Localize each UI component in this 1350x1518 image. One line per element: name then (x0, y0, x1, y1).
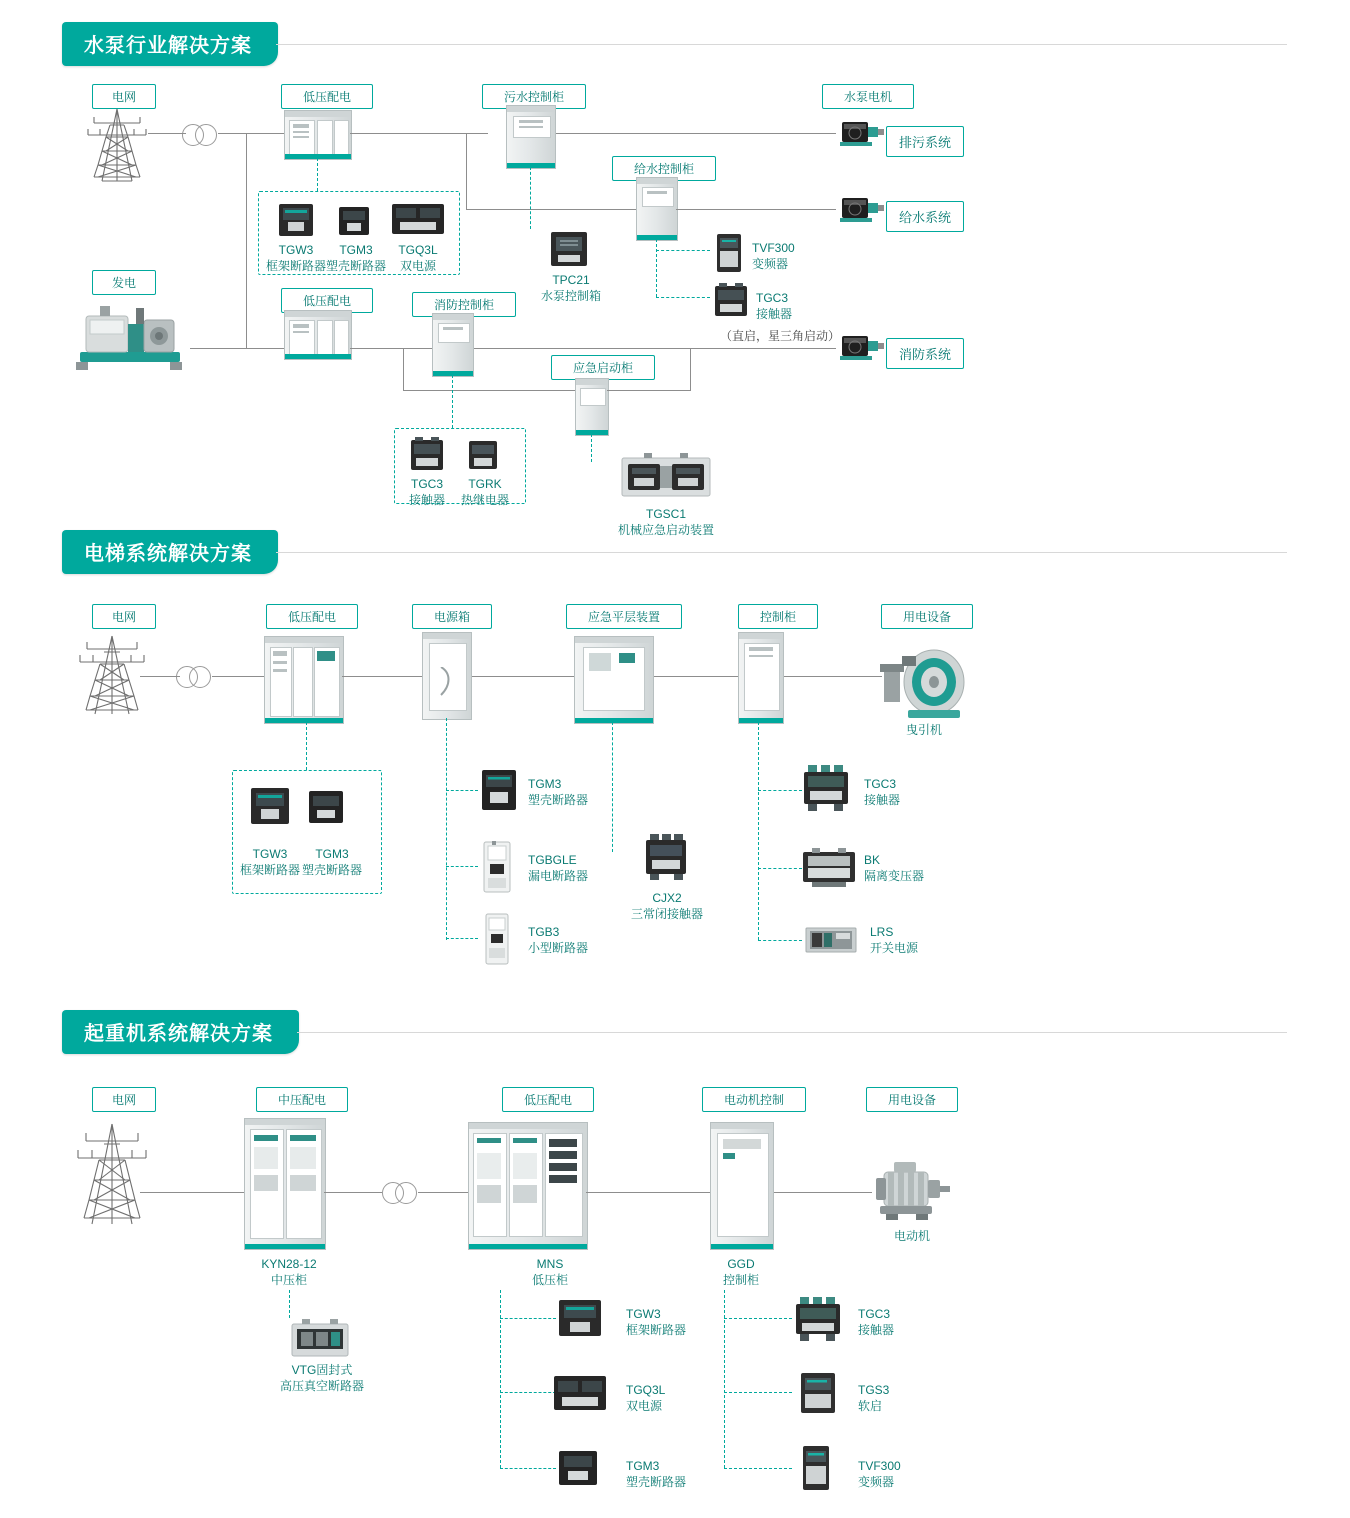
caption-desc: 双电源 (399, 259, 436, 274)
caption-desc: 框架断路器 (626, 1323, 687, 1338)
device-icon-tgbgle (480, 840, 514, 894)
caption-bk (864, 852, 924, 884)
dash-line-lv-to-group-elevator (306, 722, 307, 770)
line-grid-to-lv2-vertical (246, 133, 247, 348)
dash-line-to-tgc3-elevator (758, 790, 802, 791)
dash-line-to-tgb3 (446, 938, 478, 939)
label-mv-dist: 中压配电 (256, 1087, 348, 1112)
device-icon-tgb3 (482, 912, 512, 966)
dash-line-to-tvf300-crane (724, 1468, 792, 1469)
caption-desc: 塑壳断路器 (626, 1475, 687, 1490)
caption-desc: 接触器 (858, 1323, 895, 1338)
device-icon-tvf300 (714, 232, 744, 274)
caption-model: TGRK (468, 477, 502, 491)
caption-tgc3-elevator (864, 776, 900, 808)
device-icon-tgm3-crane (556, 1448, 600, 1490)
label-lv-dist-elevator: 低压配电 (266, 604, 358, 629)
caption-model: TGM3 (339, 243, 373, 257)
label-lv-dist-crane: 低压配电 (502, 1087, 594, 1112)
traction-machine-icon (878, 640, 970, 722)
power-pylon-icon (72, 105, 162, 185)
caption-model: TVF300 (858, 1459, 901, 1473)
transformer-icon (182, 124, 224, 144)
caption-crane-motor: 电动机 (893, 1229, 930, 1243)
caption-desc: 低压柜 (531, 1273, 568, 1288)
caption-model: TVF300 (752, 241, 795, 255)
caption-model: TGM3 (626, 1459, 660, 1473)
label-grid: 电网 (92, 84, 156, 109)
line-branch-down-emergency (403, 348, 404, 390)
caption-tgq3l-crane (626, 1382, 665, 1414)
line-mv-to-transformer (324, 1192, 382, 1193)
caption-tgbgle (528, 852, 588, 884)
caption-model: TGC3 (864, 777, 897, 791)
dash-line-ggd-branch (724, 1290, 725, 1468)
caption-desc: 变频器 (752, 257, 789, 272)
caption-model: VTG固封式 (291, 1363, 353, 1377)
label-grid-crane: 电网 (92, 1087, 156, 1112)
caption-desc: 中压柜 (270, 1273, 307, 1288)
caption-model: KYN28-12 (261, 1257, 317, 1271)
caption-desc: 高压真空断路器 (279, 1379, 364, 1394)
caption-model: TGSC1 (645, 507, 686, 521)
caption-desc: 框架断路器 (239, 863, 300, 878)
caption-desc: 机械应急启动装置 (617, 523, 714, 538)
system-label-fire: 消防系统 (886, 338, 964, 369)
label-equipment-elevator: 用电设备 (881, 604, 973, 629)
dash-line-to-tvf300 (656, 250, 710, 251)
caption-model: TPC21 (552, 273, 590, 287)
caption-model: TGQ3L (398, 243, 438, 257)
caption-model: TGS3 (858, 1383, 890, 1397)
caption-model: TGC3 (858, 1307, 891, 1321)
lv-distribution-cabinet-2 (284, 310, 352, 360)
device-icon-tgm3-elevator (306, 788, 346, 826)
caption-model: TGM3 (528, 777, 562, 791)
label-pump-motor: 水泵电机 (822, 84, 914, 109)
label-generator: 发电 (92, 270, 156, 295)
line-to-water-cabinet (466, 209, 636, 210)
device-icon-tgc3-fire (408, 436, 446, 474)
caption-model: BK (864, 853, 881, 867)
device-icon-tgw3-crane (556, 1296, 604, 1340)
label-emergency-start-cabinet: 应急启动柜 (551, 355, 655, 380)
label-sewage-cabinet: 污水控制柜 (482, 84, 586, 109)
caption-desc: 三常闭接触器 (630, 907, 703, 922)
device-icon-tgrk (466, 438, 500, 474)
caption-desc: 变频器 (858, 1475, 895, 1490)
line-to-emergency-cabinet (403, 390, 575, 391)
pump-motor-icon-sewage (836, 116, 888, 152)
dash-line-mns-branch (500, 1290, 501, 1468)
label-equipment-crane: 用电设备 (866, 1087, 958, 1112)
caption-desc: 接触器 (864, 793, 901, 808)
section-divider (297, 1032, 1287, 1033)
caption-desc: 水泵控制箱 (540, 289, 601, 304)
caption-desc: 漏电断路器 (528, 869, 589, 884)
caption-lrs (870, 924, 918, 956)
line-generator-to-lv2 (190, 348, 284, 349)
dash-line-leveling-to-cjx2 (612, 722, 613, 852)
caption-tgq3l-1 (378, 242, 458, 274)
section-divider (276, 44, 1287, 45)
section-title-pump: 水泵行业解决方案 (62, 22, 278, 66)
elevator-control-cabinet (738, 632, 784, 724)
caption-model: TGQ3L (626, 1383, 666, 1397)
caption-desc: 开关电源 (870, 941, 919, 956)
caption-tgrk (450, 476, 520, 508)
caption-desc: 软启 (858, 1399, 883, 1414)
line-grid-to-mv (140, 1192, 246, 1193)
caption-model: GGD (727, 1257, 755, 1271)
label-fire-cabinet: 消防控制柜 (412, 292, 516, 317)
device-icon-tgs3-softstarter (798, 1370, 838, 1416)
ggd-control-cabinet (710, 1122, 774, 1250)
device-icon-tgc3-crane (792, 1294, 844, 1344)
device-icon-tgw3-elevator (248, 784, 292, 828)
caption-model: TGBGLE (528, 853, 577, 867)
device-icon-tgm3-powerbox (478, 766, 520, 814)
line-grid-to-transformer-elevator (140, 676, 180, 677)
caption-traction-machine: 曳引机 (905, 723, 942, 737)
fire-control-cabinet (432, 313, 474, 377)
caption-desc: 塑壳断路器 (301, 863, 362, 878)
line-fire-to-motor (472, 348, 836, 349)
device-icon-tgq3l-1 (390, 200, 446, 238)
device-icon-tgm3-1 (336, 204, 372, 238)
caption-mns (518, 1256, 582, 1288)
lv-distribution-cabinet-elevator (264, 636, 344, 724)
lv-switchgear-cabinets-crane (468, 1122, 588, 1250)
caption-tvf300 (752, 240, 795, 272)
dash-line-lv1-to-group (317, 158, 318, 191)
line-lv1-to-sewage (350, 133, 488, 134)
system-label-sewage: 排污系统 (886, 126, 964, 157)
caption-vtg (270, 1362, 374, 1394)
dash-line-to-tgc3-crane (724, 1318, 792, 1319)
dash-line-to-tgm3-crane (500, 1468, 556, 1469)
caption-desc: 框架断路器 (265, 259, 326, 274)
water-supply-control-cabinet (636, 177, 678, 241)
caption-model: LRS (870, 925, 894, 939)
caption-cjx2 (612, 890, 722, 922)
caption-desc: 热继电器 (460, 493, 509, 508)
line-transformer-to-lv-crane (418, 1192, 470, 1193)
label-water-supply-cabinet: 给水控制柜 (612, 156, 716, 181)
caption-tpc21 (528, 272, 614, 304)
caption-tvf300-crane (858, 1458, 901, 1490)
caption-model: TGB3 (528, 925, 560, 939)
pump-motor-icon-fire (836, 330, 888, 366)
caption-desc: 隔离变压器 (864, 869, 925, 884)
caption-desc: 塑壳断路器 (325, 259, 386, 274)
power-box (422, 632, 472, 720)
device-icon-bk-transformer (800, 846, 858, 890)
line-branch-down-water (466, 133, 467, 209)
emergency-start-cabinet (575, 378, 609, 436)
dash-line-power-box-branch (446, 718, 447, 940)
crane-motor-icon (872, 1158, 954, 1226)
section-header-elevator (62, 530, 1287, 574)
dash-line-to-tgw3-crane (500, 1318, 556, 1319)
dash-line-to-tgq3l-crane (500, 1392, 556, 1393)
caption-model: MNS (536, 1257, 564, 1271)
line-transformer-to-lv-elevator (212, 676, 264, 677)
caption-tgm3-elevator (292, 846, 372, 878)
caption-model: TGW3 (252, 847, 288, 861)
dash-line-mv-to-vtg (289, 1290, 290, 1318)
device-icon-tgq3l-crane (552, 1372, 608, 1414)
caption-desc: 控制柜 (722, 1273, 759, 1288)
device-icon-lrs-power-supply (802, 918, 860, 960)
label-power-box: 电源箱 (412, 604, 492, 629)
caption-tgw3-crane (626, 1306, 686, 1338)
caption-tgc3-crane (858, 1306, 894, 1338)
dash-line-control-branch (758, 722, 759, 940)
device-icon-cjx2 (642, 832, 690, 882)
device-icon-tvf300-crane (800, 1444, 832, 1492)
lv-distribution-cabinet-1 (284, 110, 352, 160)
mv-switchgear-cabinet (244, 1118, 326, 1250)
caption-model: TGM3 (315, 847, 349, 861)
label-emergency-leveling: 应急平层装置 (566, 604, 682, 629)
device-icon-tpc21 (548, 229, 590, 269)
line-transformer-to-lv1 (218, 133, 284, 134)
label-grid-elevator: 电网 (92, 604, 156, 629)
caption-desc: 小型断路器 (528, 941, 589, 956)
dash-line-to-bk (758, 868, 802, 869)
caption-desc: 接触器 (756, 307, 793, 322)
dash-line-sewage-to-tpc21 (530, 167, 531, 229)
caption-tgm3-crane (626, 1458, 686, 1490)
pump-motor-icon-water (836, 192, 888, 228)
system-label-water-supply: 给水系统 (886, 201, 964, 232)
caption-model: TGC3 (410, 477, 443, 491)
line-lv2-to-fire-cabinet (350, 348, 436, 349)
power-pylon-icon-elevator (62, 630, 162, 718)
line-power-box-to-leveling (470, 676, 574, 677)
caption-ggd (710, 1256, 772, 1288)
sewage-control-cabinet (506, 105, 556, 169)
device-icon-tgc3-pump (712, 282, 750, 320)
label-lv-dist-2: 低压配电 (281, 288, 373, 313)
caption-tgb3 (528, 924, 588, 956)
dash-line-to-tgc3 (656, 297, 710, 298)
dash-line-to-lrs (758, 940, 802, 941)
label-motor-control: 电动机控制 (702, 1087, 806, 1112)
line-motor-control-to-motor (772, 1192, 872, 1193)
line-leveling-to-control (652, 676, 738, 677)
caption-model: TGW3 (626, 1307, 661, 1321)
label-control-cabinet: 控制柜 (738, 604, 818, 629)
section-title-elevator: 电梯系统解决方案 (62, 530, 278, 574)
caption-model: TGW3 (278, 243, 314, 257)
device-icon-vtg-breaker (288, 1318, 352, 1362)
caption-tgs3 (858, 1382, 889, 1414)
section-header-crane (62, 1010, 1287, 1054)
dash-line-to-tgbgle (446, 866, 478, 867)
caption-desc: 双电源 (626, 1399, 663, 1414)
caption-kyn28 (248, 1256, 330, 1288)
line-control-to-equipment (782, 676, 882, 677)
caption-start-note: （直启，星三角启动） (719, 329, 840, 343)
section-title-crane: 起重机系统解决方案 (62, 1010, 299, 1054)
caption-tgc3-pump (756, 290, 792, 322)
emergency-leveling-device (574, 636, 654, 724)
device-icon-tgw3-1 (276, 200, 316, 240)
line-emergency-to-main (690, 348, 691, 390)
label-lv-dist-1: 低压配电 (281, 84, 373, 109)
caption-desc: 接触器 (408, 493, 445, 508)
dash-line-water-to-devices (656, 239, 657, 297)
dash-line-emergency-to-tgsc1 (591, 434, 592, 462)
power-pylon-icon-crane (62, 1118, 162, 1228)
caption-desc: 塑壳断路器 (528, 793, 589, 808)
line-emergency-right (607, 390, 691, 391)
section-header-pump (62, 22, 1287, 66)
caption-model: TGC3 (756, 291, 789, 305)
line-grid-to-transformer (148, 133, 186, 134)
line-water-to-motor (676, 209, 836, 210)
caption-model: CJX2 (652, 891, 682, 905)
line-lv-to-motor-control (586, 1192, 710, 1193)
caption-tgm3-powerbox (528, 776, 588, 808)
line-sewage-to-motor-1 (556, 133, 836, 134)
dash-line-fire-to-group2 (452, 375, 453, 428)
generator-icon (70, 294, 190, 376)
section-divider (276, 552, 1287, 553)
device-icon-tgc3-elevator (800, 762, 852, 814)
dash-line-to-tgs3 (724, 1392, 792, 1393)
dash-line-to-tgm3-2 (446, 790, 478, 791)
line-lv-to-power-box (342, 676, 422, 677)
device-icon-tgsc1 (620, 452, 712, 502)
